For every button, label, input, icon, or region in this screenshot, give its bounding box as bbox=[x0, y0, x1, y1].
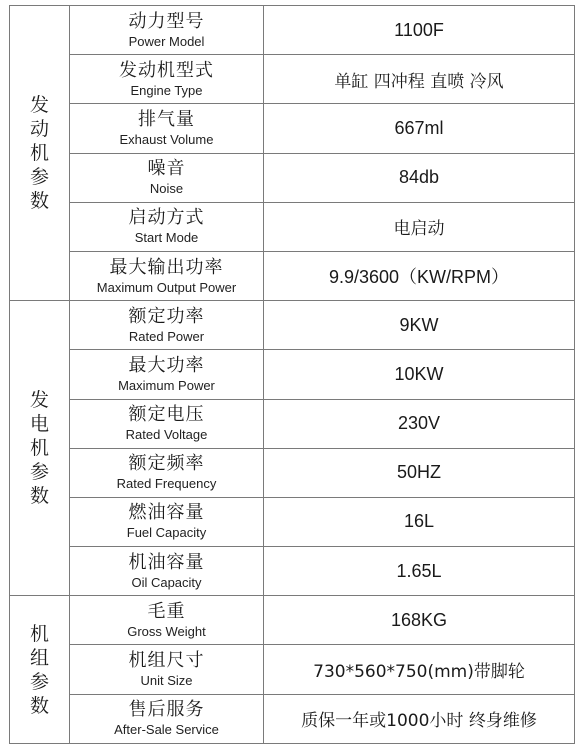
spec-label-zh: 额定功率 bbox=[128, 305, 205, 327]
spec-value: 质保一年或1000小时 终身维修 bbox=[264, 694, 575, 743]
spec-label-cell bbox=[70, 104, 264, 153]
spec-label-zh: 排气量 bbox=[138, 108, 195, 130]
table-row bbox=[10, 350, 575, 399]
spec-table-body bbox=[10, 6, 575, 744]
spec-label-cell bbox=[70, 350, 264, 399]
spec-label-zh: 售后服务 bbox=[128, 699, 205, 721]
spec-label-zh: 毛重 bbox=[147, 600, 186, 622]
spec-value: 电启动 bbox=[264, 202, 575, 251]
table-row bbox=[10, 645, 575, 694]
spec-value: 单缸 四冲程 直喷 冷风 bbox=[264, 55, 575, 104]
spec-label-cell bbox=[70, 596, 264, 645]
spec-label-cell bbox=[70, 448, 264, 497]
spec-label-en: Start Mode bbox=[134, 230, 199, 246]
spec-label-cell bbox=[70, 55, 264, 104]
spec-label-cell bbox=[70, 547, 264, 596]
spec-label-cell bbox=[70, 497, 264, 546]
spec-label-cell bbox=[70, 202, 264, 251]
spec-label-zh: 机组尺寸 bbox=[128, 650, 205, 672]
table-row bbox=[10, 153, 575, 202]
group-label-text: 机 组 参 数 bbox=[29, 622, 49, 717]
spec-label-zh: 额定电压 bbox=[128, 404, 205, 426]
table-row bbox=[10, 301, 575, 350]
spec-label-en: Unit Size bbox=[140, 673, 193, 689]
spec-value: 50HZ bbox=[264, 448, 575, 497]
spec-label-en: Exhaust Volume bbox=[119, 131, 214, 147]
group-label-unit bbox=[10, 596, 70, 744]
spec-label-en: Noise bbox=[149, 181, 184, 197]
spec-label-zh: 噪音 bbox=[147, 158, 186, 180]
group-label-generator bbox=[10, 301, 70, 596]
spec-label-zh: 动力型号 bbox=[128, 10, 205, 32]
spec-label-zh: 燃油容量 bbox=[128, 502, 205, 524]
spec-label-cell bbox=[70, 301, 264, 350]
table-row bbox=[10, 547, 575, 596]
table-row bbox=[10, 104, 575, 153]
spec-label-cell bbox=[70, 399, 264, 448]
spec-value: 730*560*750(mm)带脚轮 bbox=[264, 645, 575, 694]
spec-label-cell bbox=[70, 645, 264, 694]
table-row bbox=[10, 596, 575, 645]
spec-label-en: Fuel Capacity bbox=[126, 525, 207, 541]
spec-label-en: Rated Power bbox=[128, 328, 205, 344]
spec-label-en: Rated Voltage bbox=[125, 427, 208, 443]
spec-value: 9.9/3600（KW/RPM） bbox=[264, 251, 575, 300]
table-row bbox=[10, 399, 575, 448]
spec-label-zh: 发动机型式 bbox=[119, 59, 214, 81]
spec-label-cell bbox=[70, 153, 264, 202]
spec-label-en: Maximum Output Power bbox=[96, 279, 237, 295]
group-label-text: 发 动 机 参 数 bbox=[29, 94, 49, 213]
spec-value: 168KG bbox=[264, 596, 575, 645]
spec-value: 1.65L bbox=[264, 547, 575, 596]
spec-table bbox=[9, 5, 575, 744]
spec-label-cell bbox=[70, 694, 264, 743]
spec-value: 1100F bbox=[264, 6, 575, 55]
spec-label-zh: 最大输出功率 bbox=[109, 256, 224, 278]
spec-value: 667ml bbox=[264, 104, 575, 153]
spec-label-en: Oil Capacity bbox=[131, 574, 202, 590]
spec-label-en: Rated Frequency bbox=[116, 476, 217, 492]
spec-label-en: After-Sale Service bbox=[114, 722, 219, 738]
spec-label-en: Gross Weight bbox=[127, 623, 206, 639]
spec-label-cell bbox=[70, 6, 264, 55]
group-label-text: 发 电 机 参 数 bbox=[29, 389, 49, 508]
table-row bbox=[10, 251, 575, 300]
spec-value: 84db bbox=[264, 153, 575, 202]
spec-label-zh: 最大功率 bbox=[128, 354, 205, 376]
table-row bbox=[10, 55, 575, 104]
table-row bbox=[10, 448, 575, 497]
spec-label-zh: 机油容量 bbox=[128, 551, 205, 573]
group-label-engine bbox=[10, 6, 70, 301]
spec-value: 10KW bbox=[264, 350, 575, 399]
table-row bbox=[10, 6, 575, 55]
spec-label-zh: 额定频率 bbox=[128, 453, 205, 475]
spec-value: 9KW bbox=[264, 301, 575, 350]
spec-label-en: Power Model bbox=[128, 33, 205, 49]
table-row bbox=[10, 694, 575, 743]
spec-label-cell bbox=[70, 251, 264, 300]
spec-value: 230V bbox=[264, 399, 575, 448]
spec-label-en: Maximum Power bbox=[118, 377, 215, 393]
spec-value: 16L bbox=[264, 497, 575, 546]
table-row bbox=[10, 202, 575, 251]
table-row bbox=[10, 497, 575, 546]
spec-label-zh: 启动方式 bbox=[128, 207, 205, 229]
spec-label-en: Engine Type bbox=[130, 82, 203, 98]
